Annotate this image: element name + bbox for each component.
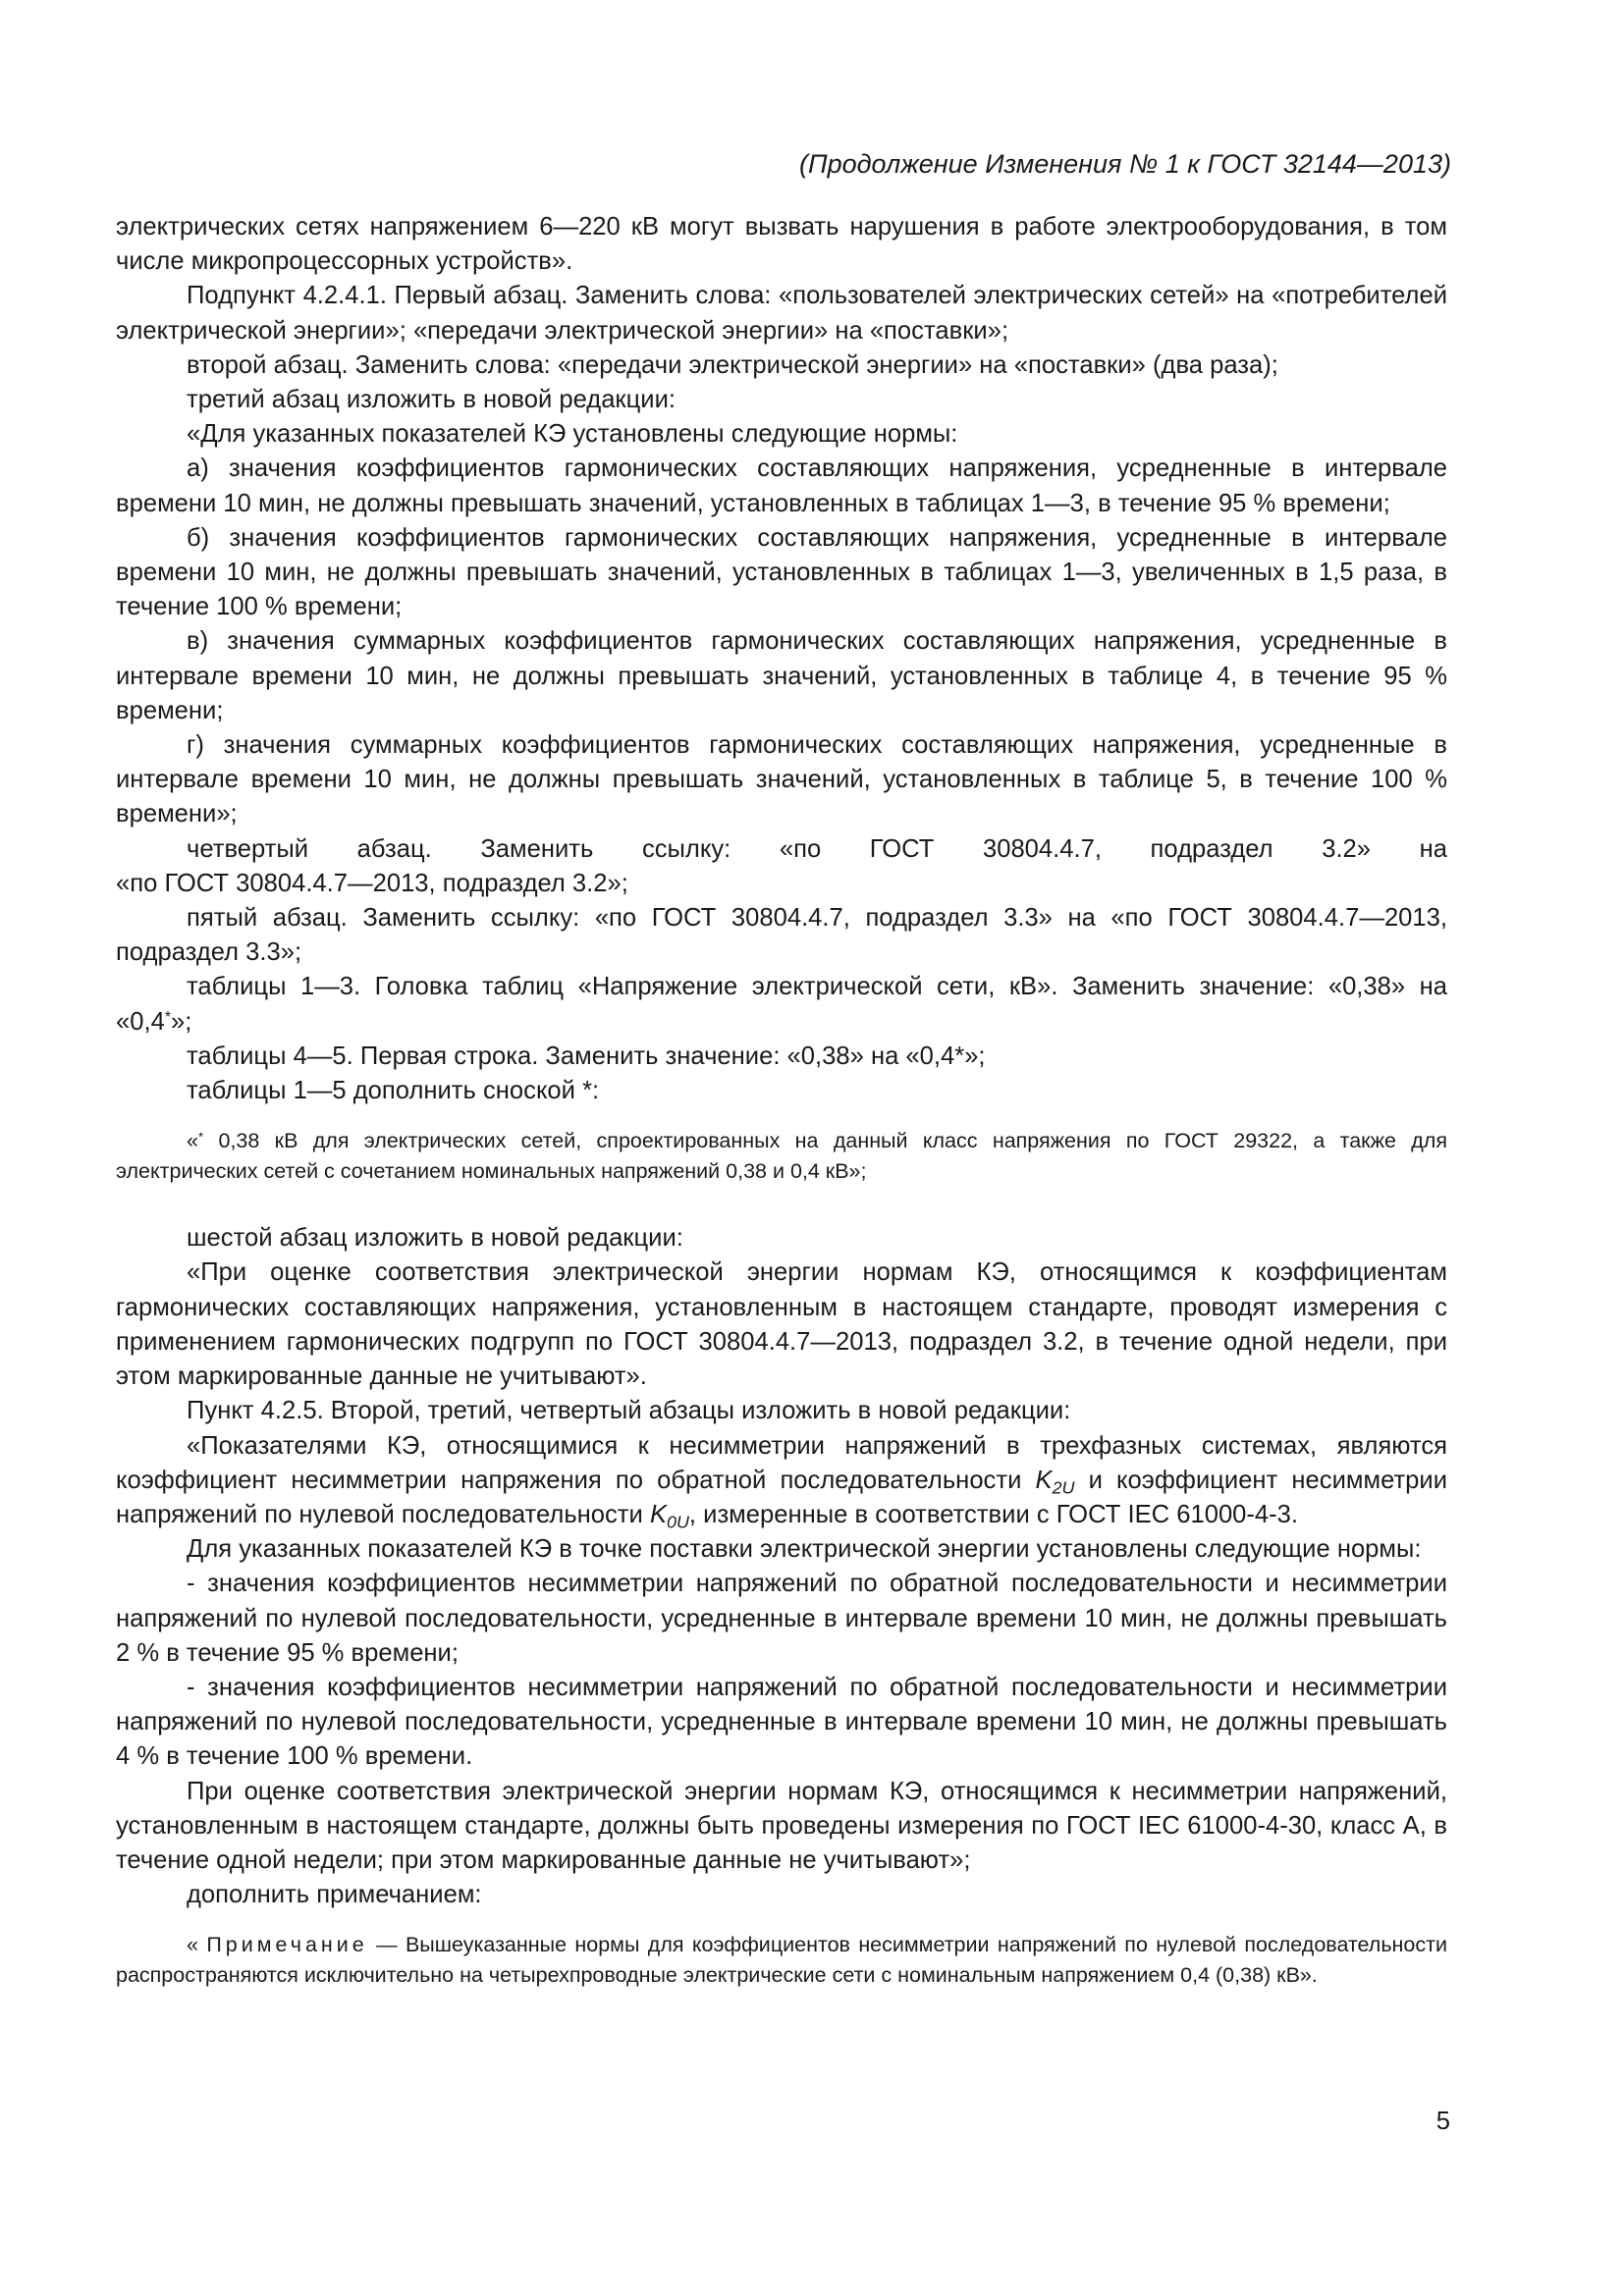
page-number: 5 bbox=[1435, 2108, 1450, 2135]
paragraph bbox=[116, 970, 1447, 1039]
symbol-k0u bbox=[649, 1500, 689, 1532]
paragraph: Пункт 4.2.5. Второй, третий, четвертый абзацы изложить в новой редакции: bbox=[187, 1397, 1071, 1425]
paragraph: Подпункт 4.2.4.1. Первый абзац. Заменить слова: «пользователей электрических сетей» на «потребителей электрической энергии»; «передачи электрической энергии» на «поставки»; bbox=[116, 282, 1447, 345]
symbol-letter: K bbox=[649, 1500, 668, 1528]
paragraph: дополнить примечанием: bbox=[187, 1881, 482, 1909]
note-text bbox=[116, 1930, 1447, 1991]
symbol-subscript: 2U bbox=[1052, 1477, 1075, 1498]
paragraph: третий абзац изложить в новой редакции: bbox=[187, 386, 676, 414]
paragraph: «При оценке соответствия электрической энергии нормам КЭ, относящимся к коэффициентам гармонических составляющих напряжения, установленным в настоящем стандарте, проводят измерения с применением гармонических подгрупп по ГОСТ 30804.4.7—2013, подраздел 3.2, в течение одной недели, при этом маркированные данные не учитывают». bbox=[116, 1258, 1447, 1391]
symbol-letter: K bbox=[1035, 1466, 1053, 1494]
text: « bbox=[187, 1933, 207, 1957]
paragraph: четвертый абзац. Заменить ссылку: «по ГОСТ 30804.4.7, подраздел 3.2» на bbox=[187, 834, 1447, 863]
text: и коэффициент несимметрии напряжений по нулевой последовательности bbox=[116, 1466, 1448, 1528]
text: «Показателями КЭ, относящимися к несимметрии напряжений в трехфазных системах, являются коэффициент несимметрии напряжения по обратной последовательности bbox=[116, 1431, 1447, 1494]
list-item-g: г) значения суммарных коэффициентов гармонических составляющих напряжения, усредненные в интервале времени 10 мин, не должны превышать значений, установленных в таблице 5, в течение 100 % времени»; bbox=[116, 731, 1447, 828]
list-item-b: б) значения коэффициентов гармонических составляющих напряжения, усредненные в интервале времени 10 мин, не должны превышать значений, установленных в таблицах 1—3, увеличенных в 1,5 раза, в течение 100 % времени; bbox=[116, 523, 1447, 621]
list-item-dash: - значения коэффициентов несимметрии напряжений по обратной последовательности и несимметрии напряжений по нулевой последовательности, усредненные в интервале времени 10 мин, не должны превышать 2 % в течение 95 % времени; bbox=[116, 1570, 1447, 1667]
text: таблицы 1—3. Головка таблиц «Напряжение электрической сети, кВ». Заменить значение: «0,38» на «0,4 bbox=[116, 973, 1447, 1036]
text: , измеренные в соответствии с ГОСТ IEC 61000-4-3. bbox=[688, 1500, 1299, 1528]
symbol-k2u bbox=[1035, 1466, 1075, 1498]
list-item-v: в) значения суммарных коэффициентов гармонических составляющих напряжения, усредненные в интервале времени 10 мин, не должны превышать значений, установленных в таблице 4, в течение 95 % времени; bbox=[116, 627, 1447, 724]
text: »; bbox=[171, 1007, 192, 1036]
text: — Вышеуказанные нормы для коэффициентов несимметрии напряжений по нулевой последовательности распространяются исключительно на четырехпроводные электрические сети с номинальным напряжением 0,4 (0,38) кВ». bbox=[116, 1933, 1447, 1988]
note-label: Примечание bbox=[206, 1933, 368, 1957]
paragraph: При оценке соответствия электрической энергии нормам КЭ, относящимся к несимметрии напряжений, установленным в настоящем стандарте, должны быть проведены измерения по ГОСТ IEC 61000-4-30, класс А, в течение одной недели; при этом маркированные данные не учитывают»; bbox=[116, 1777, 1447, 1874]
paragraph: шестой абзац изложить в новой редакции: bbox=[187, 1224, 683, 1253]
text: 0,38 кВ для электрических сетей, спроектированных на данный класс напряжения по ГОСТ 29322, а также для электрических сетей с сочетанием номинальных напряжений 0,38 и 0,4 кВ»; bbox=[116, 1129, 1447, 1184]
footnote-marker: * bbox=[164, 1008, 171, 1026]
paragraph: Для указанных показателей КЭ в точке поставки электрической энергии установлены следующие нормы: bbox=[187, 1535, 1422, 1564]
paragraph: электрических сетях напряжением 6—220 кВ могут вызвать нарушения в работе электрооборудования, в том числе микропроцессорных устройств». bbox=[116, 213, 1447, 276]
footnote-marker: * bbox=[197, 1129, 204, 1145]
footnote-text bbox=[116, 1126, 1447, 1187]
list-item-dash: - значения коэффициентов несимметрии напряжений по обратной последовательности и несимметрии напряжений по нулевой последовательности, усредненные в интервале времени 10 мин, не должны превышать 4 % в течение 100 % времени. bbox=[116, 1673, 1447, 1771]
document-body bbox=[116, 210, 1447, 1991]
list-item-a: а) значения коэффициентов гармонических составляющих напряжения, усредненные в интервале времени 10 мин, не должны превышать значений, установленных в таблицах 1—3, в течение 95 % времени; bbox=[116, 454, 1447, 517]
paragraph: «Для указанных показателей КЭ установлены следующие нормы: bbox=[187, 420, 958, 449]
paragraph: второй абзац. Заменить слова: «передачи электрической энергии» на «поставки» (два раза); bbox=[187, 350, 1278, 379]
paragraph-continuation: «по ГОСТ 30804.4.7—2013, подраздел 3.2»; bbox=[116, 869, 628, 897]
running-title: (Продолжение Изменения № 1 к ГОСТ 32144—2013) bbox=[799, 149, 1451, 179]
symbol-subscript: 0U bbox=[667, 1512, 689, 1532]
paragraph bbox=[116, 1429, 1447, 1533]
paragraph: таблицы 4—5. Первая строка. Заменить значение: «0,38» на «0,4*»; bbox=[187, 1041, 986, 1070]
paragraph: таблицы 1—5 дополнить сноской *: bbox=[187, 1077, 600, 1105]
paragraph: пятый абзац. Заменить ссылку: «по ГОСТ 30804.4.7, подраздел 3.3» на «по ГОСТ 30804.4.7—2013, подраздел 3.3»; bbox=[116, 904, 1447, 967]
text: « bbox=[187, 1129, 198, 1153]
